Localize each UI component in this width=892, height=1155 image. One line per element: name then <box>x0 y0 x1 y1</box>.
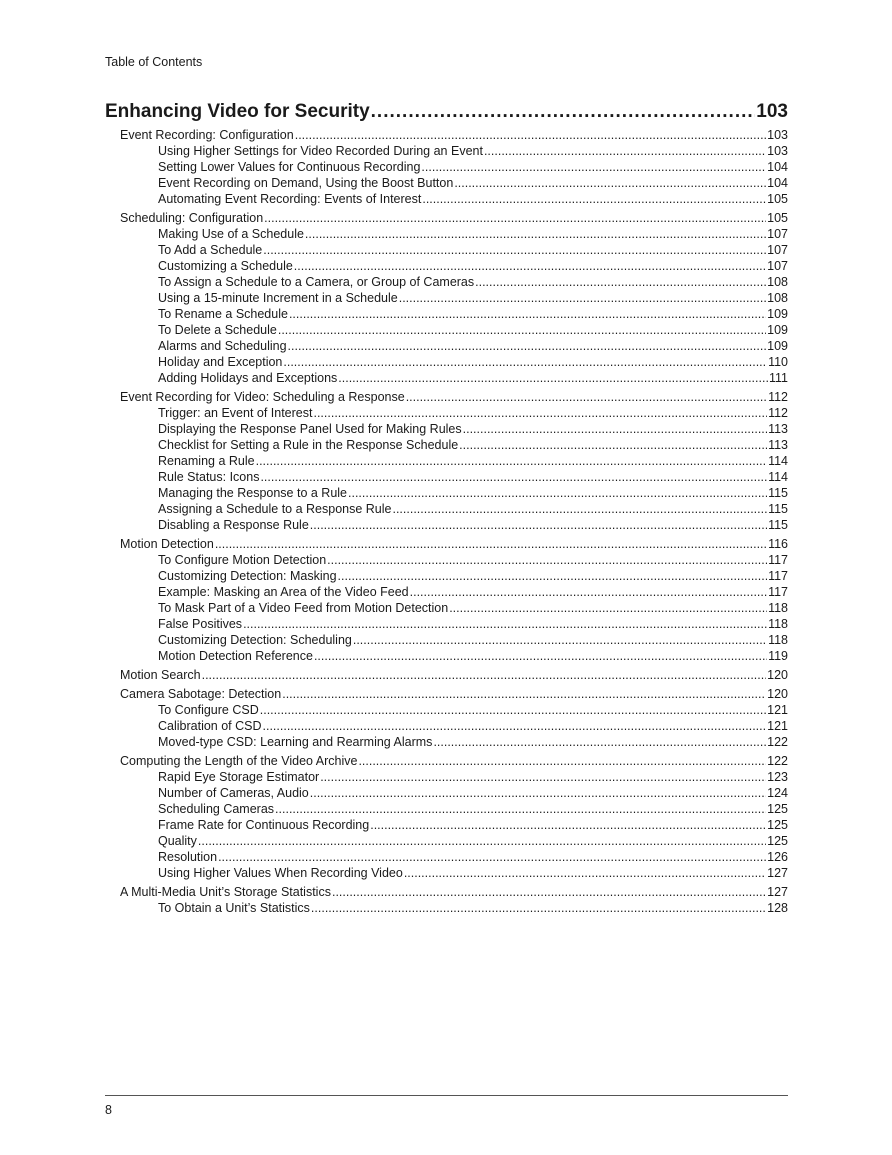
entry-page: 112 <box>768 390 788 404</box>
dot-leader <box>288 338 767 354</box>
toc-entry[interactable] <box>105 517 788 533</box>
toc-entry[interactable] <box>105 584 788 600</box>
dot-leader <box>410 584 767 600</box>
dot-leader <box>311 900 766 916</box>
toc-entry[interactable] <box>105 389 788 405</box>
dot-leader <box>283 354 767 370</box>
toc-entry[interactable] <box>105 421 788 437</box>
entry-title: Quality <box>158 834 197 848</box>
toc-entry[interactable] <box>105 632 788 648</box>
toc-entry[interactable] <box>105 274 788 290</box>
entry-title: Adding Holidays and Exceptions <box>158 371 338 385</box>
toc-entry[interactable] <box>105 648 788 664</box>
toc-entry[interactable] <box>105 258 788 274</box>
toc-entry[interactable] <box>105 290 788 306</box>
entry-title: To Delete a Schedule <box>158 323 277 337</box>
dot-leader <box>289 306 766 322</box>
entry-page: 120 <box>767 668 788 682</box>
entry-title: Setting Lower Values for Continuous Recording <box>158 160 421 174</box>
toc-entry[interactable] <box>105 702 788 718</box>
entry-page: 125 <box>767 818 788 832</box>
entry-page: 110 <box>768 355 788 369</box>
toc-entry[interactable] <box>105 242 788 258</box>
toc-entry[interactable] <box>105 785 788 801</box>
toc-entry[interactable] <box>105 900 788 916</box>
dot-leader <box>459 437 767 453</box>
dot-leader <box>406 389 767 405</box>
entry-page: 122 <box>767 754 788 768</box>
entry-title: Disabling a Response Rule <box>158 518 309 532</box>
entry-title: Moved-type CSD: Learning and Rearming Alarms <box>158 735 433 749</box>
dot-leader <box>348 485 767 501</box>
dot-leader <box>263 718 767 734</box>
toc-entry[interactable] <box>105 322 788 338</box>
dot-leader <box>310 517 767 533</box>
toc-entry[interactable] <box>105 175 788 191</box>
entry-page: 108 <box>767 291 788 305</box>
entry-page: 105 <box>767 211 788 225</box>
entry-title: Scheduling Cameras <box>158 802 275 816</box>
dot-leader <box>421 159 766 175</box>
entry-page: 105 <box>767 192 788 206</box>
entry-title: Customizing a Schedule <box>158 259 293 273</box>
entry-title: To Add a Schedule <box>158 243 263 257</box>
dot-leader <box>484 143 766 159</box>
dot-leader <box>275 801 766 817</box>
dot-leader <box>353 632 767 648</box>
entry-title: False Positives <box>158 617 243 631</box>
entry-page: 114 <box>768 454 788 468</box>
dot-leader <box>358 753 766 769</box>
entry-title: Event Recording for Video: Scheduling a Response <box>120 390 405 404</box>
toc-entry[interactable] <box>105 159 788 175</box>
entry-page: 124 <box>767 786 788 800</box>
entry-title: Event Recording: Configuration <box>120 128 294 142</box>
entry-page: 112 <box>768 406 788 420</box>
entry-page: 127 <box>767 885 788 899</box>
entry-title: Trigger: an Event of Interest <box>158 406 313 420</box>
entry-title: Calibration of CSD <box>158 719 262 733</box>
entry-page: 127 <box>767 866 788 880</box>
entry-title: Using Higher Values When Recording Video <box>158 866 403 880</box>
entry-page: 114 <box>768 470 788 484</box>
toc-entry[interactable] <box>105 306 788 322</box>
entry-page: 113 <box>768 438 788 452</box>
toc-entry[interactable] <box>105 501 788 517</box>
toc-entry[interactable] <box>105 405 788 421</box>
dot-leader <box>202 667 767 683</box>
dot-leader <box>370 817 766 833</box>
dot-leader <box>314 648 767 664</box>
toc-entry[interactable] <box>105 849 788 865</box>
entry-page: 107 <box>767 243 788 257</box>
running-head: Table of Contents <box>105 55 203 69</box>
toc-entry[interactable] <box>105 437 788 453</box>
entry-page: 103 <box>767 144 788 158</box>
table-of-contents <box>105 101 788 916</box>
entry-page: 121 <box>767 703 788 717</box>
entry-title: Customizing Detection: Scheduling <box>158 633 352 647</box>
toc-entry[interactable] <box>105 865 788 881</box>
entry-page: 123 <box>767 770 788 784</box>
entry-title: Scheduling: Configuration <box>120 211 264 225</box>
toc-entries <box>105 127 788 916</box>
dot-leader <box>399 290 766 306</box>
toc-entry[interactable] <box>105 453 788 469</box>
dot-leader <box>215 536 767 552</box>
dot-leader <box>282 686 766 702</box>
toc-entry[interactable] <box>105 667 788 683</box>
entry-page: 108 <box>767 275 788 289</box>
dot-leader <box>371 101 756 123</box>
entry-page: 107 <box>767 227 788 241</box>
entry-page: 104 <box>767 160 788 174</box>
chapter-page: 103 <box>756 101 788 122</box>
toc-entry[interactable] <box>105 191 788 207</box>
toc-entry[interactable] <box>105 143 788 159</box>
toc-entry[interactable] <box>105 127 788 143</box>
dot-leader <box>433 734 766 750</box>
entry-page: 109 <box>767 307 788 321</box>
toc-entry[interactable] <box>105 801 788 817</box>
toc-entry[interactable] <box>105 568 788 584</box>
entry-title: Holiday and Exception <box>158 355 283 369</box>
dot-leader <box>260 702 766 718</box>
toc-entry[interactable] <box>105 616 788 632</box>
dot-leader <box>294 258 766 274</box>
dot-leader <box>422 191 766 207</box>
dot-leader <box>338 370 768 386</box>
entry-title: To Mask Part of a Video Feed from Motion Detection <box>158 601 449 615</box>
toc-entry[interactable] <box>105 718 788 734</box>
entry-title: Rapid Eye Storage Estimator <box>158 770 320 784</box>
entry-title: Displaying the Response Panel Used for Making Rules <box>158 422 462 436</box>
entry-title: To Obtain a Unit’s Statistics <box>158 901 310 915</box>
entry-page: 115 <box>768 518 788 532</box>
dot-leader <box>256 453 767 469</box>
entry-title: To Configure CSD <box>158 703 259 717</box>
entry-title: Computing the Length of the Video Archive <box>120 754 358 768</box>
entry-page: 117 <box>768 553 788 567</box>
entry-title: Automating Event Recording: Events of Interest <box>158 192 422 206</box>
dot-leader <box>305 226 766 242</box>
entry-page: 118 <box>768 601 788 615</box>
toc-entry[interactable] <box>105 370 788 386</box>
dot-leader <box>463 421 767 437</box>
dot-leader <box>338 568 768 584</box>
dot-leader <box>198 833 766 849</box>
entry-title: Camera Sabotage: Detection <box>120 687 282 701</box>
dot-leader <box>264 210 766 226</box>
dot-leader <box>392 501 767 517</box>
entry-title: Example: Masking an Area of the Video Feed <box>158 585 409 599</box>
entry-page: 126 <box>767 850 788 864</box>
dot-leader <box>263 242 766 258</box>
toc-entry[interactable] <box>105 210 788 226</box>
dot-leader <box>243 616 767 632</box>
entry-title: Alarms and Scheduling <box>158 339 287 353</box>
entry-page: 104 <box>767 176 788 190</box>
dot-leader <box>449 600 767 616</box>
entry-page: 118 <box>768 633 788 647</box>
dot-leader <box>278 322 766 338</box>
toc-entry[interactable] <box>105 485 788 501</box>
dot-leader <box>332 884 766 900</box>
toc-entry[interactable] <box>105 226 788 242</box>
entry-page: 117 <box>768 585 788 599</box>
entry-page: 118 <box>768 617 788 631</box>
entry-page: 122 <box>767 735 788 749</box>
entry-page: 115 <box>768 502 788 516</box>
dot-leader <box>475 274 766 290</box>
dot-leader <box>327 552 767 568</box>
entry-page: 120 <box>767 687 788 701</box>
entry-page: 117 <box>768 569 788 583</box>
entry-title: Checklist for Setting a Rule in the Response Schedule <box>158 438 459 452</box>
entry-page: 109 <box>767 339 788 353</box>
dot-leader <box>313 405 767 421</box>
toc-entry[interactable] <box>105 354 788 370</box>
entry-title: Frame Rate for Continuous Recording <box>158 818 370 832</box>
entry-title: Motion Detection <box>120 537 214 551</box>
toc-entry[interactable] <box>105 753 788 769</box>
entry-page: 107 <box>767 259 788 273</box>
entry-page: 121 <box>767 719 788 733</box>
toc-entry[interactable] <box>105 884 788 900</box>
entry-title: Rule Status: Icons <box>158 470 260 484</box>
entry-title: Customizing Detection: Masking <box>158 569 337 583</box>
entry-title: Number of Cameras, Audio <box>158 786 309 800</box>
entry-title: Motion Detection Reference <box>158 649 313 663</box>
dot-leader <box>454 175 766 191</box>
dot-leader <box>260 469 767 485</box>
entry-page: 125 <box>767 834 788 848</box>
entry-title: Renaming a Rule <box>158 454 255 468</box>
entry-page: 128 <box>767 901 788 915</box>
entry-page: 116 <box>768 537 788 551</box>
entry-page: 103 <box>767 128 788 142</box>
dot-leader <box>218 849 766 865</box>
entry-title: To Configure Motion Detection <box>158 553 327 567</box>
entry-title: To Rename a Schedule <box>158 307 288 321</box>
chapter-heading[interactable] <box>105 101 788 127</box>
toc-entry[interactable] <box>105 600 788 616</box>
toc-entry[interactable] <box>105 769 788 785</box>
toc-entry[interactable] <box>105 817 788 833</box>
toc-entry[interactable] <box>105 833 788 849</box>
footer-rule <box>105 1095 788 1096</box>
entry-page: 111 <box>768 371 788 385</box>
entry-title: A Multi-Media Unit’s Storage Statistics <box>120 885 331 899</box>
entry-page: 109 <box>767 323 788 337</box>
entry-title: Event Recording on Demand, Using the Boost Button <box>158 176 454 190</box>
entry-title: Assigning a Schedule to a Response Rule <box>158 502 392 516</box>
dot-leader <box>404 865 766 881</box>
entry-title: Motion Search <box>120 668 201 682</box>
entry-page: 115 <box>768 486 788 500</box>
toc-entry[interactable] <box>105 552 788 568</box>
entry-title: Resolution <box>158 850 218 864</box>
page-number: 8 <box>105 1103 112 1117</box>
dot-leader <box>320 769 766 785</box>
entry-title: Making Use of a Schedule <box>158 227 304 241</box>
dot-leader <box>310 785 766 801</box>
entry-title: Using a 15-minute Increment in a Schedule <box>158 291 398 305</box>
entry-page: 125 <box>767 802 788 816</box>
chapter-title: Enhancing Video for Security <box>105 101 370 122</box>
entry-title: To Assign a Schedule to a Camera, or Group of Cameras <box>158 275 475 289</box>
entry-page: 113 <box>768 422 788 436</box>
entry-title: Using Higher Settings for Video Recorded During an Event <box>158 144 483 158</box>
toc-entry[interactable] <box>105 338 788 354</box>
toc-entry[interactable] <box>105 536 788 552</box>
toc-entry[interactable] <box>105 734 788 750</box>
toc-entry[interactable] <box>105 469 788 485</box>
toc-entry[interactable] <box>105 686 788 702</box>
dot-leader <box>295 127 766 143</box>
entry-title: Managing the Response to a Rule <box>158 486 348 500</box>
entry-page: 119 <box>768 649 788 663</box>
